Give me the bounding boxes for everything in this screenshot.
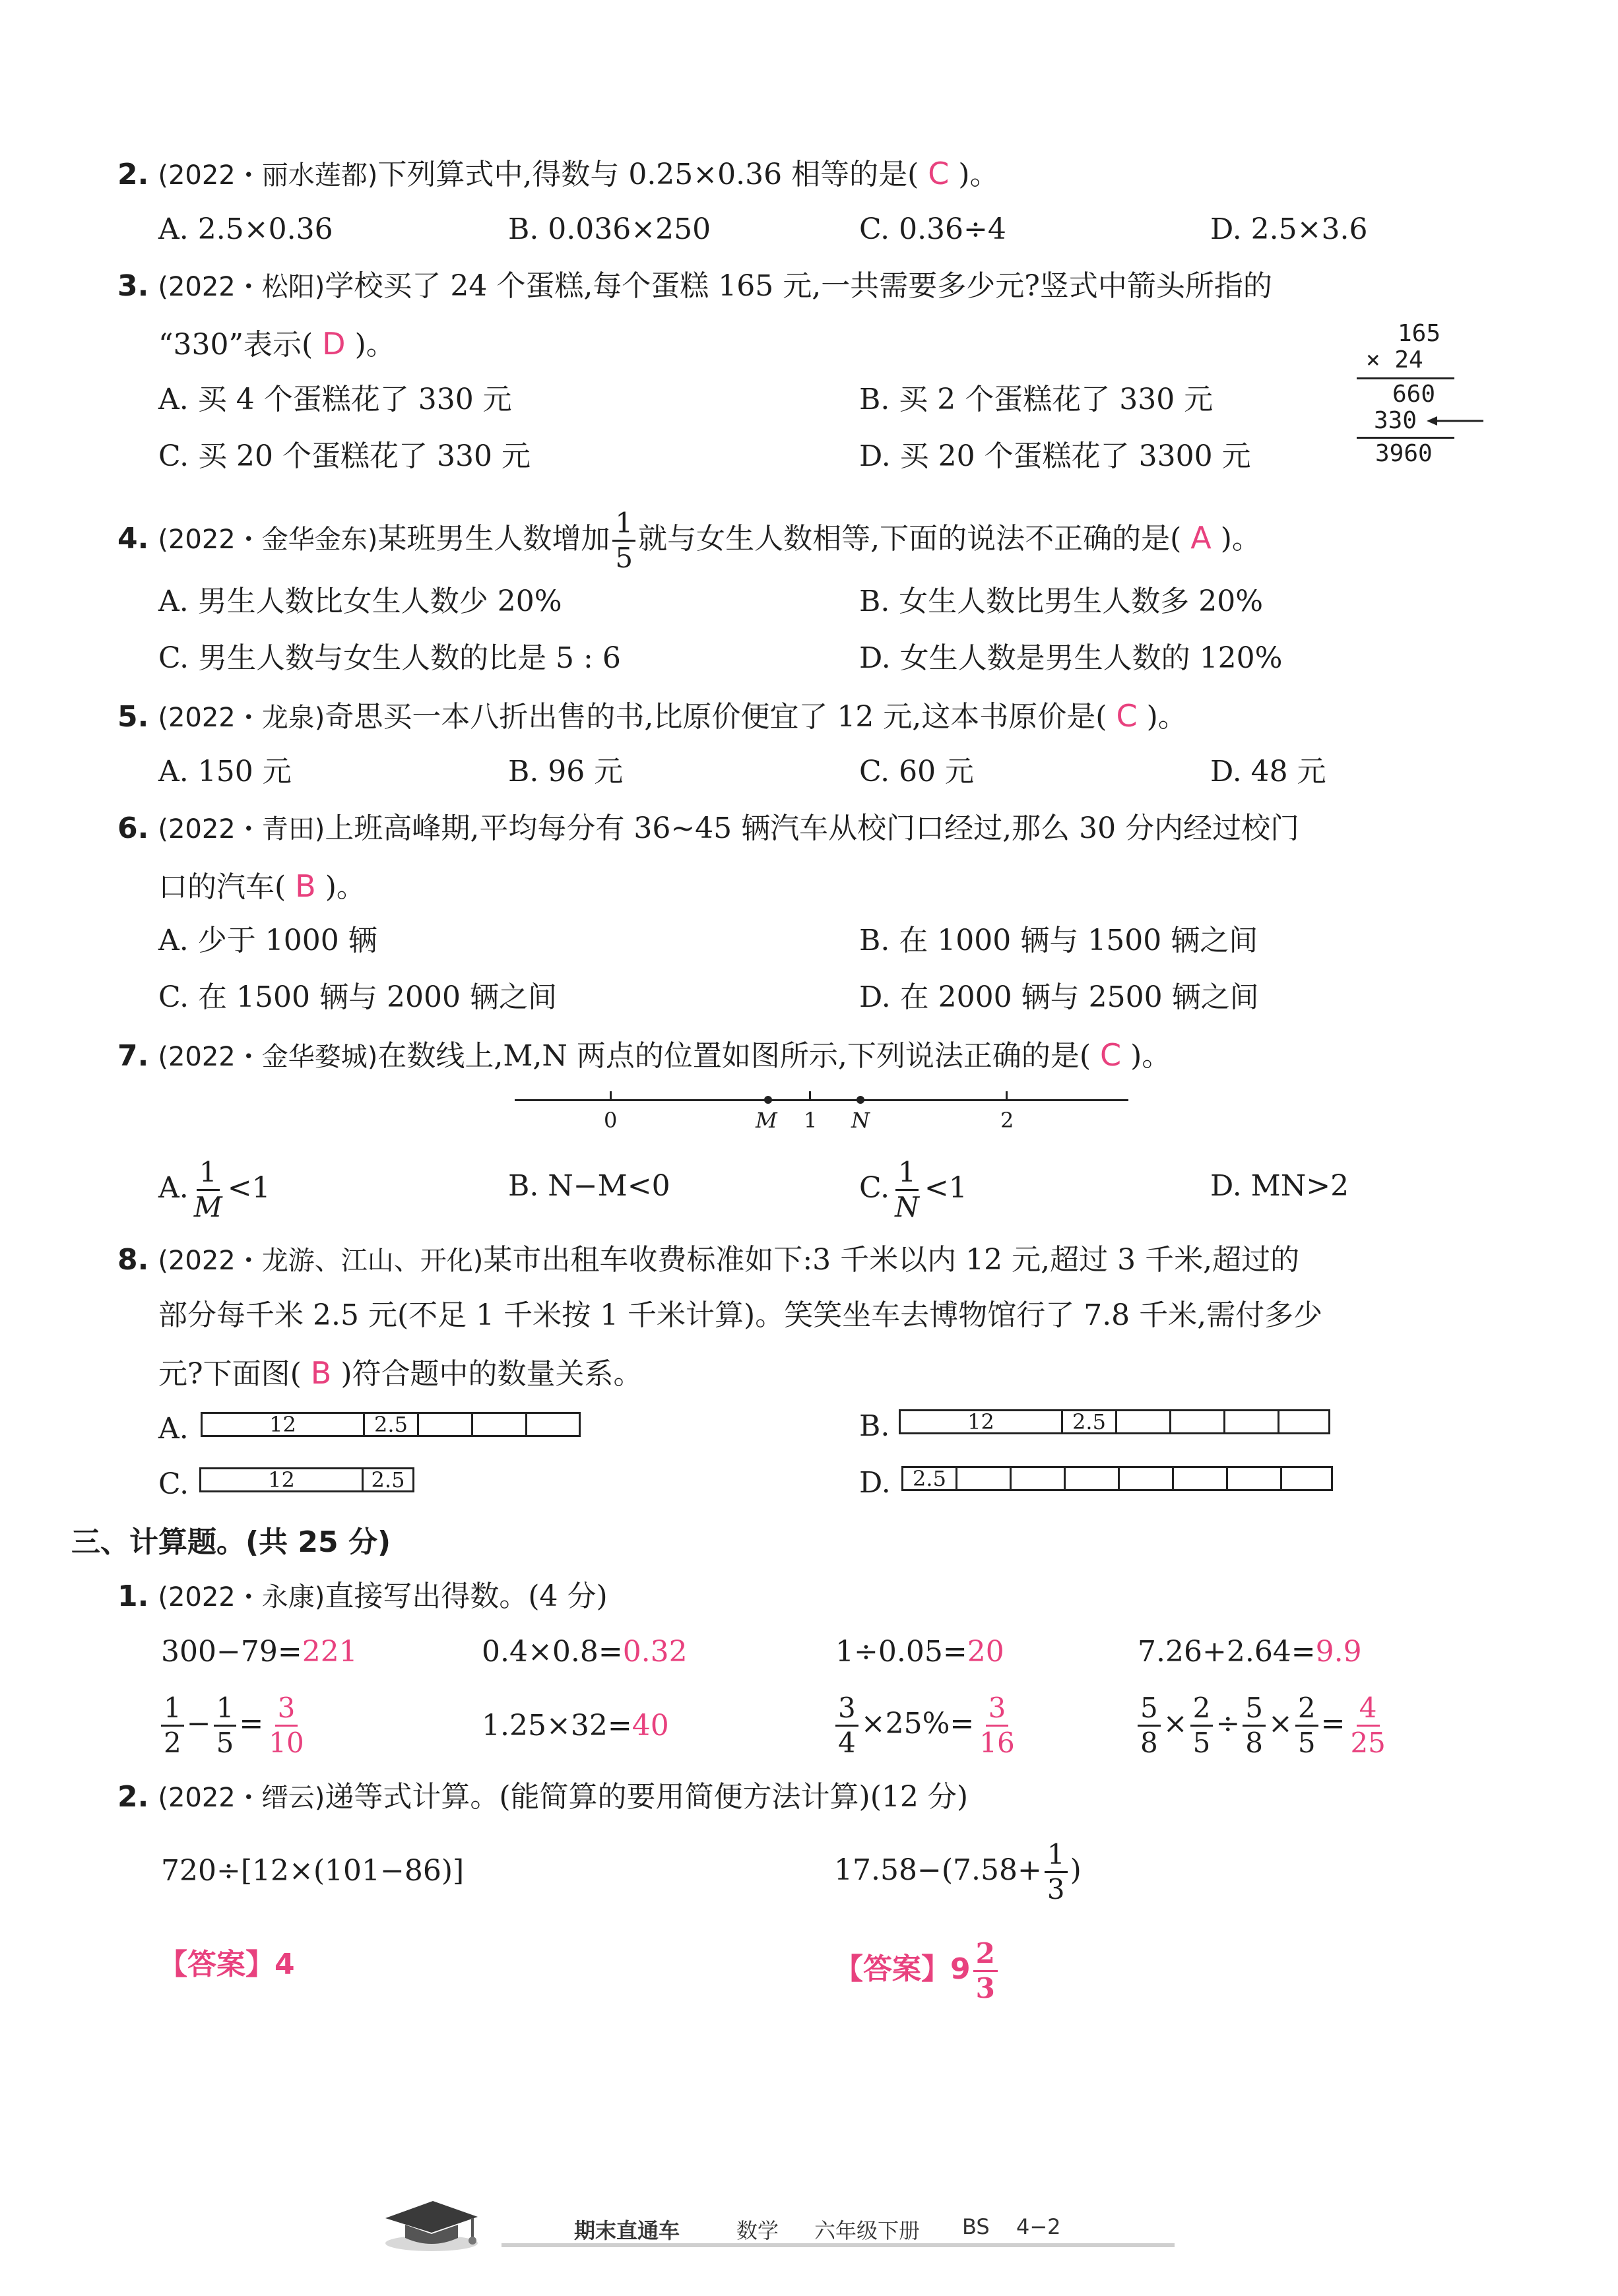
- footer-page-number: 4−2: [1016, 2214, 1061, 2239]
- question-source: (2022・松阳): [158, 272, 325, 302]
- fraction-denominator: N: [895, 1191, 919, 1223]
- expression-text: 1÷0.05=: [835, 1635, 967, 1669]
- fraction-denominator: 16: [979, 1727, 1015, 1759]
- option-text: <1: [924, 1171, 967, 1205]
- vm-line2: [1357, 437, 1454, 439]
- option-d: D. 2.5×3.6: [1210, 212, 1368, 246]
- question-stem: 下列算式中,得数与 0.25×0.36 相等的是(: [377, 158, 919, 191]
- fraction-numerator: 1: [1045, 1841, 1068, 1873]
- question-stem: 上班高峰期,平均每分有 36~45 辆汽车从校门口经过,那么 30 分内经过校门: [325, 812, 1300, 845]
- question-stem: 学校买了 24 个蛋糕,每个蛋糕 165 元,一共需要多少元?竖式中箭头所指的: [325, 269, 1272, 303]
- fraction: [214, 1694, 237, 1757]
- fraction-denominator: 8: [1245, 1727, 1263, 1759]
- cell-empty: [1066, 1468, 1120, 1489]
- expression-text: 17.58−(7.58+: [834, 1853, 1042, 1887]
- operator: ×: [1163, 1707, 1188, 1740]
- option-a: A. 2.5×0.36: [158, 212, 333, 246]
- question-source: (2022・金华婺城): [158, 1042, 378, 1072]
- fraction-answer: [266, 1694, 306, 1757]
- answer-1: [158, 1950, 295, 1979]
- cell-empty: [957, 1468, 1012, 1489]
- calc-question-1: [117, 1579, 608, 1613]
- expression-8: [1135, 1694, 1391, 1757]
- answer-choice: B: [310, 1355, 332, 1391]
- diagram-label-b: B.: [859, 1409, 890, 1443]
- fraction-numerator: 1: [612, 509, 635, 542]
- expression-answer: 0.32: [622, 1635, 688, 1669]
- question-number: 6.: [117, 812, 149, 845]
- option-b: B. 女生人数比男生人数多 20%: [859, 585, 1264, 618]
- question-stem: 奇思买一本八折出售的书,比原价便宜了 12 元,这本书原价是(: [325, 700, 1107, 734]
- cell-empty: [1279, 1411, 1328, 1432]
- fraction-answer: [1347, 1694, 1388, 1757]
- option-a: A. 买 4 个蛋糕花了 330 元: [158, 383, 512, 416]
- cell-empty: [1228, 1468, 1282, 1489]
- option-text: <1: [227, 1171, 271, 1205]
- question-end: )。: [1130, 1039, 1171, 1073]
- question-source: (2022・缙云): [158, 1783, 325, 1813]
- question-stem: 口的汽车(: [158, 870, 286, 904]
- footer-grade: 六年级下册: [814, 2218, 921, 2243]
- vm-row1: 165: [1398, 320, 1441, 347]
- footer-title: 期末直通车: [574, 2218, 680, 2243]
- label-2: 2: [1000, 1108, 1014, 1133]
- vm-line1: [1357, 377, 1454, 379]
- expression-7: [833, 1694, 1020, 1757]
- fraction-numerator: 1: [197, 1159, 220, 1191]
- diagram-d: [901, 1466, 1333, 1491]
- question-6-line2: [158, 868, 366, 904]
- fraction: [835, 1694, 858, 1757]
- footer-edition: BS: [962, 2214, 990, 2239]
- cell-12: 12: [203, 1414, 365, 1435]
- question-number: 8.: [117, 1243, 149, 1277]
- question-number: 2.: [117, 1780, 149, 1814]
- option-d: D. 48 元: [1210, 755, 1326, 788]
- question-8-line2: 部分每千米 2.5 元(不足 1 千米按 1 千米计算)。笑笑坐车去博物馆行了 7.8 千米,需付多少: [158, 1298, 1323, 1332]
- expression-answer: 221: [302, 1635, 358, 1669]
- option-a: A. 男生人数比女生人数少 20%: [158, 585, 562, 618]
- diagram-label-c: C.: [158, 1467, 189, 1501]
- tick-0: [610, 1091, 612, 1100]
- expression-text: 0.4×0.8=: [482, 1635, 623, 1669]
- number-line-axis: [515, 1099, 1128, 1101]
- question-3-line2: [158, 326, 395, 362]
- answer-whole: 9: [950, 1952, 971, 1986]
- fraction-numerator: 5: [1243, 1694, 1266, 1727]
- tick-1: [809, 1091, 811, 1100]
- fraction-numerator: 2: [973, 1940, 998, 1972]
- fraction-numerator: 3: [835, 1694, 858, 1727]
- option-c: C. 买 20 个蛋糕花了 330 元: [158, 439, 531, 473]
- fraction: [161, 1694, 184, 1757]
- cell-empty: [1225, 1411, 1279, 1432]
- option-c: [859, 1156, 967, 1223]
- question-8: [117, 1243, 1300, 1277]
- tick-2: [1006, 1091, 1008, 1100]
- diagram-b: [899, 1409, 1330, 1434]
- answer-choice: D: [322, 326, 346, 362]
- expression-text: ): [1070, 1853, 1082, 1887]
- fraction: [1190, 1694, 1214, 1757]
- question-8-line3: [158, 1355, 643, 1391]
- cell-empty: [419, 1414, 473, 1435]
- question-stem: 某班男生人数增加: [377, 522, 610, 556]
- option-d: D. MN>2: [1210, 1169, 1349, 1203]
- question-end: )。: [1146, 700, 1187, 734]
- question-end: )。: [325, 870, 366, 904]
- question-number: 4.: [117, 522, 149, 556]
- question-number: 2.: [117, 158, 149, 191]
- expression-1: [161, 1635, 358, 1669]
- fraction: [1243, 1694, 1266, 1757]
- answer-fraction: [973, 1937, 998, 2004]
- question-source: (2022・金华金东): [158, 525, 378, 555]
- fraction-numerator: 2: [1190, 1694, 1214, 1727]
- fraction: [612, 509, 635, 572]
- expression-text: 7.26+2.64=: [1138, 1635, 1316, 1669]
- question-3: [117, 269, 1272, 303]
- operator: =: [1320, 1707, 1345, 1740]
- question-stem: 元?下面图(: [158, 1357, 302, 1391]
- fraction-numerator: 3: [275, 1694, 298, 1727]
- fraction-numerator: 1: [895, 1159, 919, 1191]
- question-stem: “330”表示(: [158, 328, 313, 362]
- question-stem: 某市出租车收费标准如下:3 千米以内 12 元,超过 3 千米,超过的: [483, 1243, 1300, 1277]
- option-a: [158, 1156, 271, 1223]
- cell-empty: [1120, 1468, 1174, 1489]
- answer-label: 【答案】: [158, 1948, 275, 1981]
- vm-row4: 330: [1374, 407, 1417, 434]
- expression-3: [835, 1635, 1004, 1669]
- question-source: (2022・龙游、江山、开化): [158, 1246, 484, 1276]
- cell-empty: [1174, 1468, 1228, 1489]
- question-end: )。: [354, 328, 395, 362]
- question-source: (2022・丽水莲都): [158, 160, 378, 191]
- question-stem: 在数线上,M,N 两点的位置如图所示,下列说法正确的是(: [377, 1039, 1091, 1073]
- question-number: 3.: [117, 269, 149, 303]
- question-end: )。: [958, 158, 999, 191]
- expression-2: [482, 1635, 688, 1669]
- option-c: C. 0.36÷4: [859, 212, 1006, 246]
- expression-answer: 20: [967, 1635, 1004, 1669]
- fraction-answer: [977, 1694, 1017, 1757]
- answer-2: [834, 1937, 1000, 2004]
- label-0: 0: [604, 1108, 618, 1133]
- calc-question-2: [117, 1780, 968, 1814]
- option-d: D. 在 2000 辆与 2500 辆之间: [859, 980, 1259, 1014]
- option-c: C. 男生人数与女生人数的比是 5 : 6: [158, 641, 621, 675]
- arrow-icon: [1425, 413, 1485, 429]
- option-b: B. 在 1000 辆与 1500 辆之间: [859, 924, 1258, 957]
- question-number: 7.: [117, 1039, 149, 1073]
- label-1: 1: [804, 1108, 818, 1133]
- question-number: 1.: [117, 1579, 149, 1613]
- fraction-denominator: 25: [1350, 1727, 1386, 1759]
- footer-subject: 数学: [736, 2218, 779, 2243]
- option-label: A.: [158, 1171, 189, 1205]
- expression-6: [482, 1711, 669, 1740]
- option-b: B. 买 2 个蛋糕花了 330 元: [859, 383, 1214, 416]
- expression-text: ×25%=: [860, 1707, 975, 1740]
- question-end: )。: [1220, 522, 1261, 556]
- option-label: C.: [859, 1171, 890, 1205]
- option-a: A. 150 元: [158, 755, 292, 788]
- graduation-cap-icon: [379, 2192, 484, 2255]
- fraction-denominator: M: [193, 1191, 222, 1223]
- fraction-numerator: 1: [214, 1694, 237, 1727]
- fraction: [892, 1156, 922, 1223]
- expression-5: [158, 1694, 309, 1757]
- question-5: [117, 698, 1187, 734]
- fraction-numerator: 5: [1138, 1694, 1161, 1727]
- fraction-denominator: 5: [216, 1727, 234, 1759]
- cell-12: 12: [201, 1469, 364, 1490]
- diagram-a: [201, 1412, 581, 1437]
- question-7: [117, 1037, 1171, 1073]
- question-6: [117, 814, 1299, 843]
- operator: ×: [1268, 1707, 1293, 1740]
- question-4: [117, 509, 1261, 572]
- point-n: [857, 1096, 864, 1104]
- question-source: (2022・龙泉): [158, 703, 325, 733]
- question-source: (2022・青田): [158, 814, 325, 845]
- cell-empty: [1282, 1468, 1331, 1489]
- option-d: D. 买 20 个蛋糕花了 3300 元: [859, 439, 1251, 473]
- fraction: [1138, 1694, 1161, 1757]
- calc-expression-1: 720÷[12×(101−86)]: [161, 1854, 465, 1888]
- expression-answer: 9.9: [1315, 1635, 1362, 1669]
- label-n: N: [851, 1108, 870, 1133]
- question-stem: 直接写出得数。(4 分): [325, 1579, 608, 1613]
- option-c: C. 在 1500 辆与 2000 辆之间: [158, 980, 557, 1014]
- calc-expression-2: [834, 1838, 1082, 1905]
- cell-2.5: 2.5: [903, 1468, 957, 1489]
- operator: =: [239, 1707, 264, 1740]
- fraction-numerator: 3: [986, 1694, 1009, 1727]
- cell-2.5: 2.5: [365, 1414, 419, 1435]
- question-end: )符合题中的数量关系。: [340, 1357, 643, 1391]
- fraction-denominator: 3: [975, 1972, 995, 2004]
- label-m: M: [756, 1108, 777, 1133]
- expression-text: 300−79=: [161, 1635, 302, 1669]
- operator: ÷: [1215, 1707, 1241, 1740]
- fraction: [191, 1156, 225, 1223]
- cell-empty: [1012, 1468, 1066, 1489]
- expression-text: 1.25×32=: [482, 1709, 632, 1742]
- option-a: A. 少于 1000 辆: [158, 924, 377, 957]
- question-stem: 就与女生人数相等,下面的说法不正确的是(: [638, 522, 1182, 556]
- cell-12: 12: [901, 1411, 1063, 1432]
- answer-choice: C: [1116, 698, 1138, 734]
- question-stem: 递等式计算。(能简算的要用简便方法计算)(12 分): [325, 1780, 968, 1814]
- fraction-denominator: 3: [1047, 1873, 1065, 1905]
- vm-row5: 3960: [1375, 440, 1433, 467]
- option-c: C. 60 元: [859, 755, 975, 788]
- answer-value: 4: [275, 1948, 295, 1981]
- fraction-denominator: 4: [838, 1727, 856, 1759]
- answer-label: 【答案】: [834, 1952, 950, 1986]
- answer-choice: B: [295, 868, 316, 904]
- fraction-numerator: 1: [161, 1694, 184, 1727]
- vm-row2: × 24: [1366, 346, 1423, 373]
- answer-choice: C: [1100, 1037, 1122, 1073]
- fraction-numerator: 4: [1357, 1694, 1380, 1727]
- fraction-denominator: 10: [269, 1727, 304, 1759]
- cell-empty: [1171, 1411, 1225, 1432]
- diagram-c: [199, 1467, 414, 1492]
- cell-empty: [527, 1414, 579, 1435]
- answer-choice: C: [928, 156, 950, 191]
- answer-choice: A: [1190, 520, 1212, 556]
- point-m: [764, 1096, 772, 1104]
- fraction: [1045, 1838, 1068, 1905]
- fraction-denominator: 5: [1297, 1727, 1316, 1759]
- question-number: 5.: [117, 700, 149, 734]
- cell-empty: [473, 1414, 527, 1435]
- option-b: B. 0.036×250: [508, 212, 711, 246]
- expression-4: [1138, 1635, 1362, 1669]
- fraction: [1295, 1694, 1318, 1757]
- fraction-denominator: 5: [615, 542, 633, 574]
- option-b: B. N−M<0: [508, 1169, 670, 1203]
- cell-2.5: 2.5: [1063, 1411, 1117, 1432]
- option-b: B. 96 元: [508, 755, 624, 788]
- fraction-numerator: 2: [1295, 1694, 1318, 1727]
- expression-answer: 40: [631, 1709, 669, 1742]
- cell-2.5: 2.5: [371, 1467, 405, 1492]
- question-2: [117, 158, 999, 189]
- diagram-label-a: A.: [158, 1412, 189, 1446]
- option-d: D. 女生人数是男生人数的 120%: [859, 641, 1283, 675]
- vm-row3: 660: [1392, 381, 1436, 408]
- diagram-label-d: D.: [859, 1466, 891, 1500]
- operator: −: [186, 1707, 211, 1740]
- fraction-denominator: 2: [164, 1727, 181, 1759]
- fraction-denominator: 8: [1140, 1727, 1158, 1759]
- cell-empty: [1117, 1411, 1171, 1432]
- question-source: (2022・永康): [158, 1582, 325, 1612]
- fraction-denominator: 5: [1192, 1727, 1211, 1759]
- section-title: 三、计算题。(共 25 分): [71, 1525, 391, 1559]
